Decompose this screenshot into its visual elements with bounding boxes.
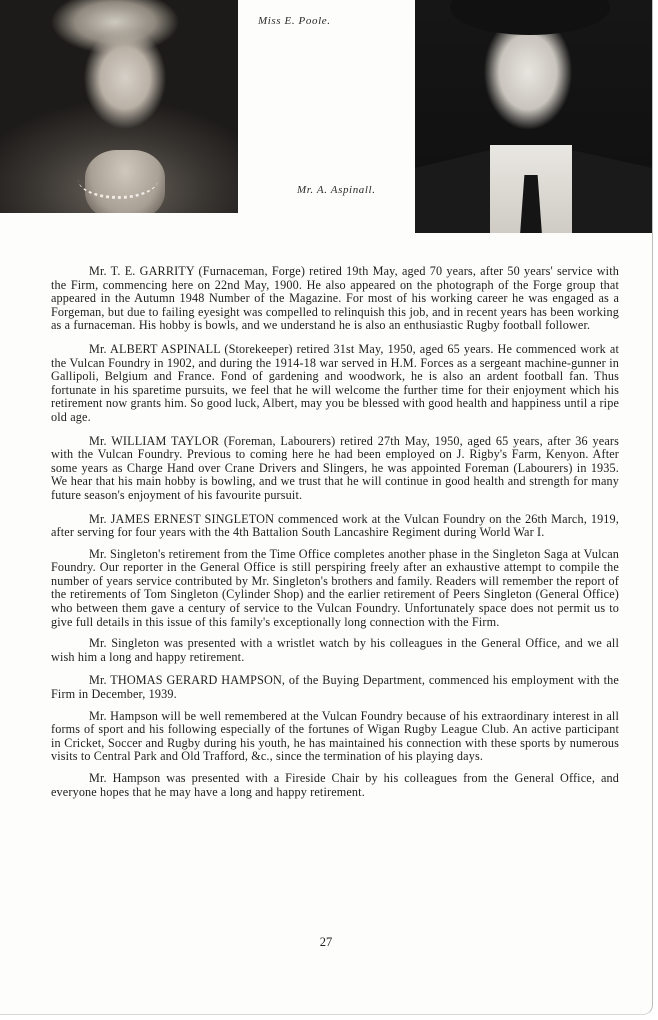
- photo-caption-poole: Miss E. Poole.: [258, 15, 331, 27]
- paragraph-singleton-intro: Mr. JAMES ERNEST SINGLETON commenced work at the Vulcan Foundry on the 26th March, 1919, after serving for four years with the 4th Battalion South Lancashire Regiment during World War I.: [51, 511, 619, 540]
- paragraph-aspinall: Mr. ALBERT ASPINALL (Storekeeper) retired 31st May, 1950, aged 65 years. He commenced work at the Vulcan Foundry in 1902, and during the 1914-18 war served in H.M. Forces as a sergeant machine-gunner in Gallipoli, Belgium and France. Fond of gardening and woodwork, he is also an ardent football fan. Thus fortunate in his sparetime pursuits, we feel that he will welcome the further time for their enjoyment which his retirement now grants him. So good luck, Albert, may you be blessed with good health and happiness until a ripe old age.: [51, 341, 619, 424]
- portrait-photo-mr-aspinall: [415, 0, 652, 233]
- paragraph-hampson-intro: Mr. THOMAS GERARD HAMPSON, of the Buying Department, commenced his employment with the Firm in December, 1939.: [51, 673, 619, 702]
- photo-caption-aspinall: Mr. A. Aspinall.: [297, 184, 376, 196]
- page-number: 27: [319, 935, 333, 949]
- paragraph-hampson-presentation: Mr. Hampson was presented with a Fireside Chair by his colleagues from the General Office, and everyone hopes that he may have a long and happy retirement.: [51, 771, 619, 799]
- pearl-necklace: [78, 160, 158, 199]
- retirements-article: [51, 265, 619, 809]
- paragraph-singleton-presentation: Mr. Singleton was presented with a wristlet watch by his colleagues in the General Office, and we all wish him a long and happy retirement.: [51, 636, 619, 664]
- paragraph-garrity: Mr. T. E. GARRITY (Furnaceman, Forge) retired 19th May, aged 70 years, after 50 years' service with the Firm, commencing here on 22nd May, 1900. He also appeared on the photograph of the Forge group that appeared in the Autumn 1948 Number of the Magazine. For most of his working career he was engaged as a Forgeman, but due to failing eyesight was compelled to relinquish this job, and in recent years has been working as a furnaceman. His hobby is bowls, and we understand he is also an enthusiastic Rugby football follower.: [51, 264, 619, 333]
- paragraph-taylor: Mr. WILLIAM TAYLOR (Foreman, Labourers) retired 27th May, 1950, aged 65 years, after 36 years with the Vulcan Foundry. Previous to coming here he had been employed on J. Rigby's Farm, Kenyon. After some years as Charge Hand over Crane Drivers and Slingers, he was appointed Foreman (Labourers) in 1935. We hear that his main hobby is bowling, and we trust that he will continue in good health and strength for many future season's enjoyment of his favourite pursuit.: [51, 433, 619, 502]
- portrait-photo-miss-poole: [0, 0, 238, 213]
- paragraph-hampson-sport: Mr. Hampson will be well remembered at the Vulcan Foundry because of his extraordinary interest in all forms of sport and his following especially of the fortunes of Wigan Rugby League Club. An active participant in Cricket, Soccer and Rugby during his youth, he has maintained his connection with these sports by numerous visits to Central Park and Old Trafford, &c., since the termination of his playing days.: [51, 708, 619, 764]
- paragraph-singleton-saga: Mr. Singleton's retirement from the Time Office completes another phase in the Singleton Saga at Vulcan Foundry. Our reporter in the General Office is still perspiring freely after an exhaustive attempt to compile the number of years service contributed by Mr. Singleton's brothers and family. Readers will remember the report of the retirements of Tom Singleton (Cylinder Shop) and the earlier retirement of Peers Singleton (General Office) who between them gave a century of service to the Vulcan Foundry. Unfortunately space does not permit us to give full details in this issue of this family's exceptionally long connection with the Firm.: [51, 546, 619, 629]
- portrait-hat: [450, 0, 610, 35]
